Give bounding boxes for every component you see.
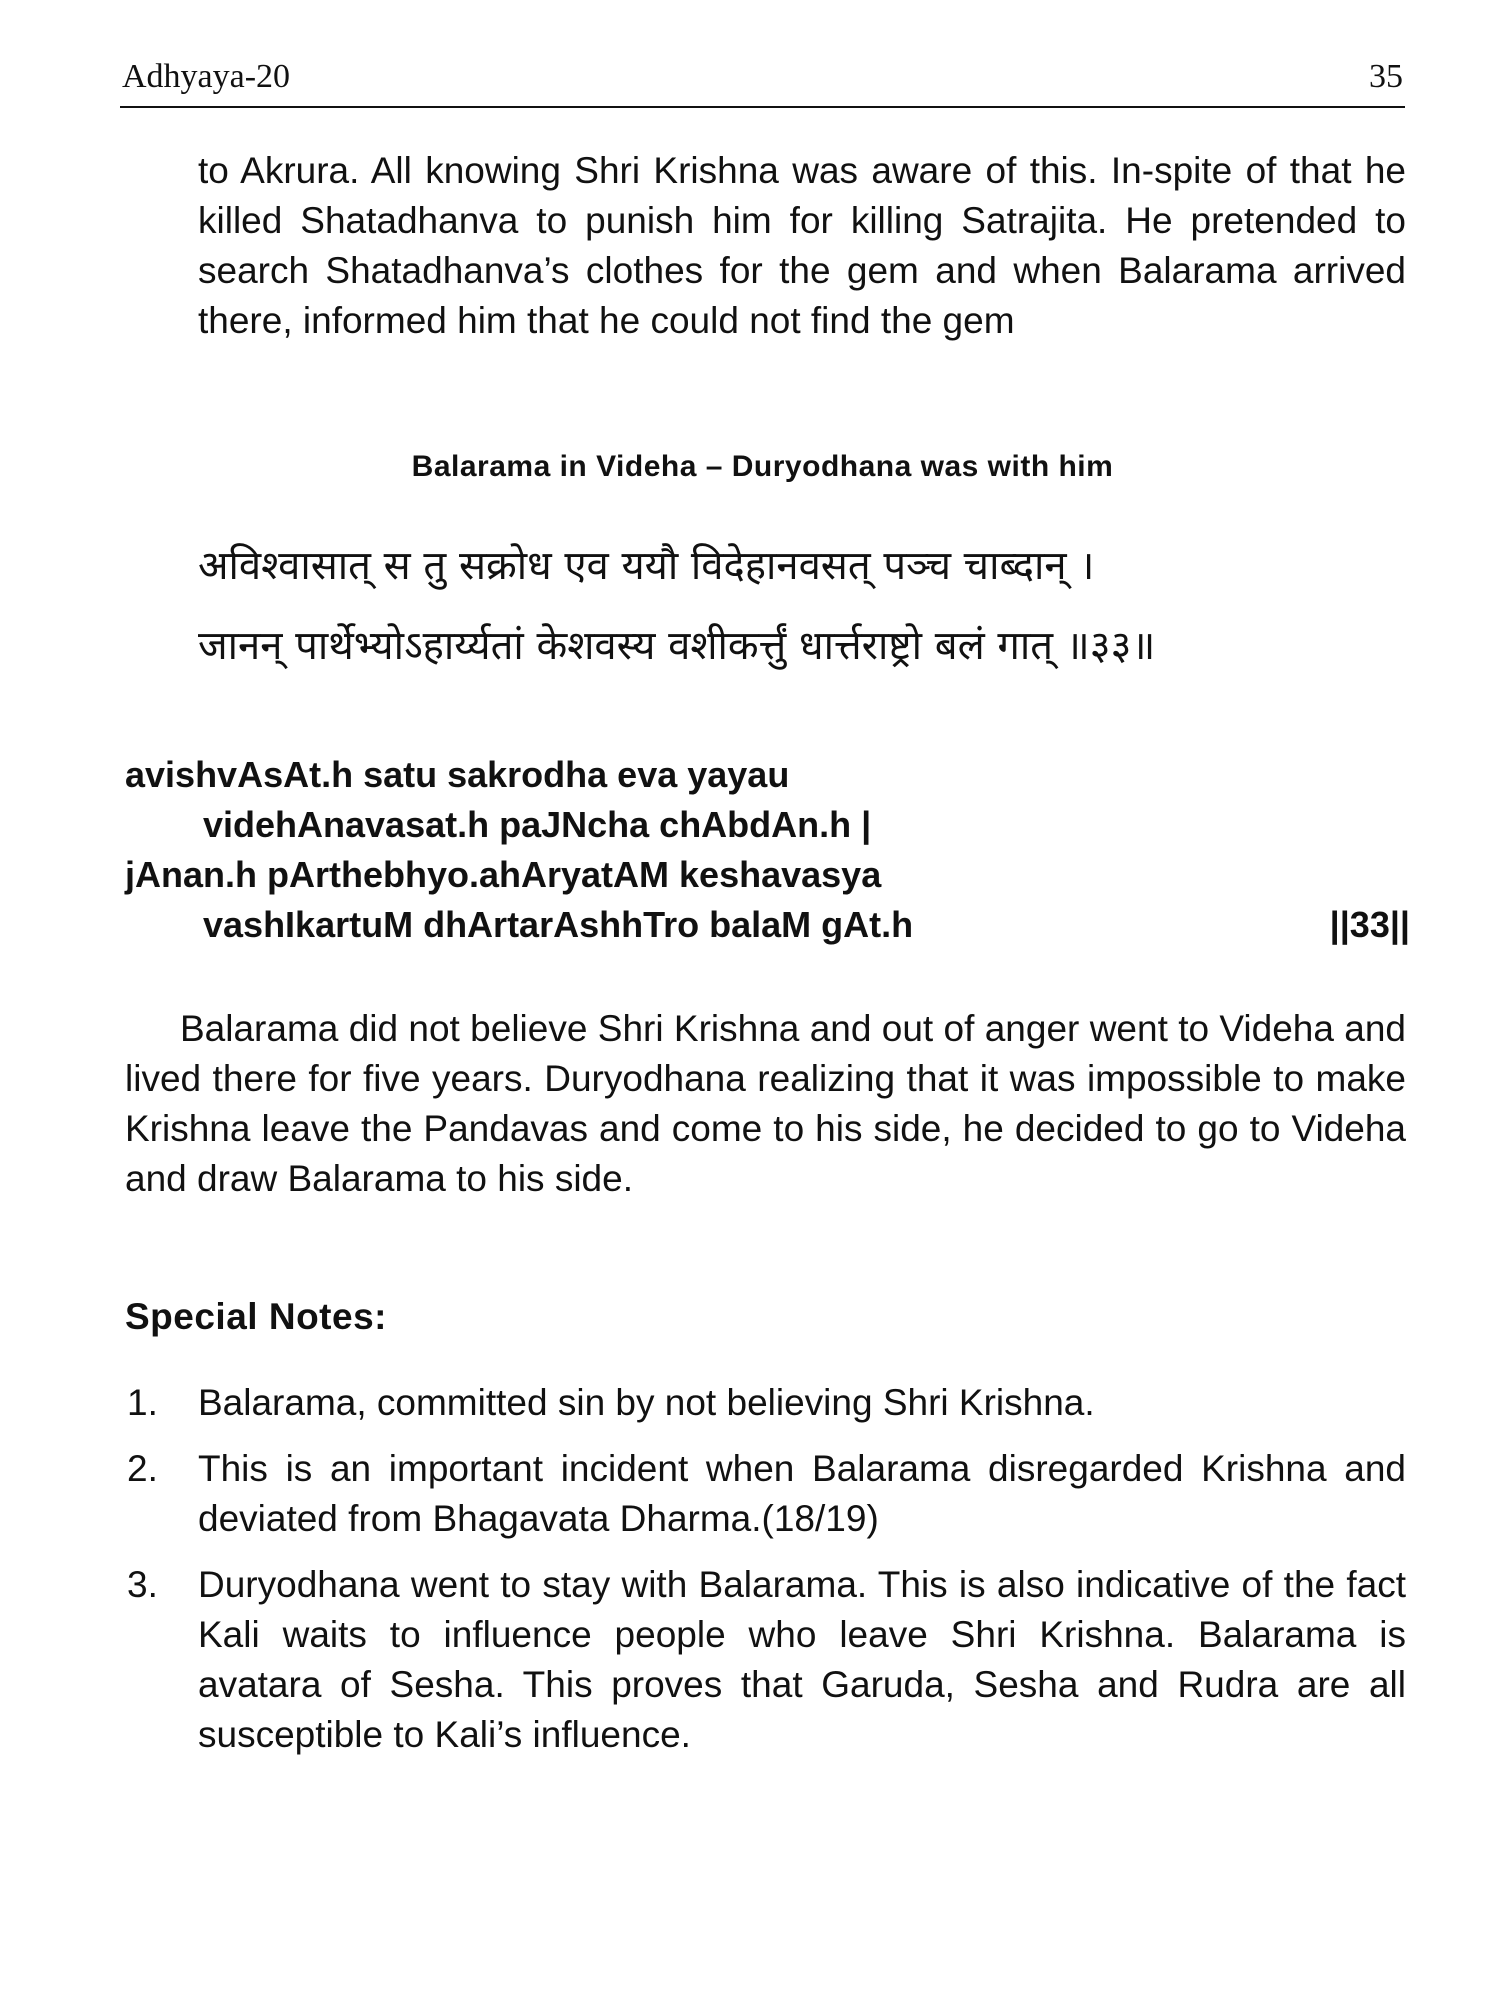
transliteration-line-1: avishvAsAt.h satu sakrodha eva yayau — [125, 754, 790, 795]
chapter-title: Adhyaya-20 — [122, 58, 291, 95]
note-text: Duryodhana went to stay with Balarama. This is also indicative of the fact Kali waits to influence people who leave Shri Krishna. Balarama is avatara of Sesha. This proves that Garuda, Sesha and Rudra are all susceptible to Kali’s influence. — [198, 1564, 1406, 1755]
note-item — [125, 1378, 1406, 1428]
transliteration-line-4: vashIkartuM dhArtarAshhTro balaM gAt.h — [203, 904, 914, 945]
note-item — [125, 1444, 1406, 1544]
transliteration-line-2: videhAnavasat.h paJNcha chAbdAn.h | — [203, 804, 872, 845]
page-number: 35 — [1369, 58, 1403, 95]
sanskrit-line-1: अविश्वासात् स तु सक्रोध एव ययौ विदेहानवसत् पञ्च चाब्दान् । — [198, 543, 1095, 589]
note-number: 1. — [127, 1382, 158, 1423]
meaning-paragraph: Balarama did not believe Shri Krishna and out of anger went to Videha and lived there for five years. Duryodhana realizing that it was impossible to make Krishna leave the Pandavas and come to his side, he decided to go to Videha and draw Balarama to his side. — [125, 1008, 1406, 1199]
transliteration-block — [125, 750, 1410, 950]
note-text: Balarama, committed sin by not believing Shri Krishna. — [198, 1382, 1095, 1423]
intro-paragraph: to Akrura. All knowing Shri Krishna was aware of this. In-spite of that he killed Shatadhanva to punish him for killing Satrajita. He pretended to search Shatadhanva’s clothes for the gem and when Balarama arrived there, informed him that he could not find the gem — [198, 150, 1406, 341]
sanskrit-verse — [198, 526, 1418, 686]
transliteration-line-3: jAnan.h pArthebhyo.ahAryatAM keshavasya — [125, 854, 882, 895]
note-number: 3. — [127, 1564, 158, 1605]
special-notes-heading: Special Notes: — [125, 1296, 387, 1337]
running-header — [120, 54, 1405, 108]
sanskrit-line-2: जानन् पार्थेभ्योऽहार्य्यतां केशवस्य वशीकर्त्तुं धार्त्तराष्ट्रो बलं गात् ॥३३॥ — [198, 623, 1156, 669]
note-number: 2. — [127, 1448, 158, 1489]
note-item — [125, 1560, 1406, 1760]
verse-number: ||33|| — [1329, 904, 1410, 945]
special-notes-list — [125, 1378, 1406, 1776]
note-text: This is an important incident when Balarama disregarded Krishna and deviated from Bhagavata Dharma.(18/19) — [198, 1448, 1406, 1539]
section-heading: Balarama in Videha – Duryodhana was with him — [411, 450, 1114, 483]
